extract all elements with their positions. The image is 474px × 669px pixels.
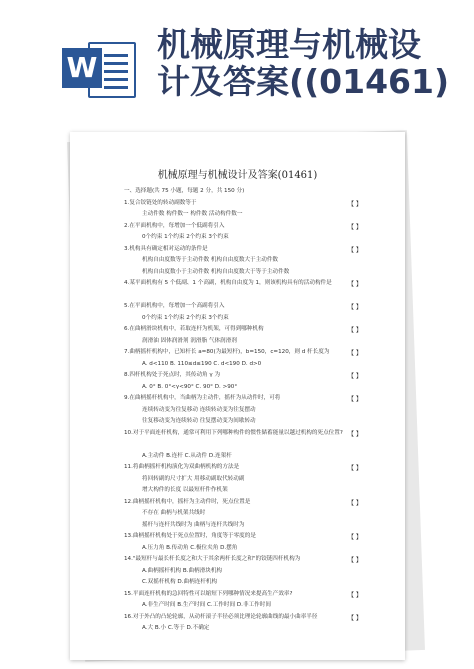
answer-bracket: 【 】 bbox=[348, 534, 362, 541]
question-line: A.主动件 B.连杆 C.从动件 D.连架杆 bbox=[142, 452, 232, 459]
question-line: 增大构件的长度 以最短杆件作机架 bbox=[142, 487, 228, 493]
question-line: 3.机构具有确定相对运动的条件是 bbox=[124, 245, 208, 252]
question-line: A.大 B.小 C.等于 D.不确定 bbox=[142, 625, 210, 631]
answer-bracket: 【 】 bbox=[348, 246, 362, 254]
question-line: 10.对于平面连杆机构，通常可利用下列哪种构件的惯性储蓄能量以越过机构的死点位置? bbox=[124, 429, 343, 436]
question-line: 14."最短杆与最长杆长度之和大于其余两杆长度之和"的铰链四杆机构为 bbox=[124, 556, 301, 562]
question-line: A.压力角 B.传动角 C.极位夹角 D.摆角 bbox=[142, 544, 238, 551]
question-line: 不存在 曲柄与机架共线时 bbox=[142, 510, 206, 516]
answer-bracket: 【 】 bbox=[348, 373, 362, 380]
answer-bracket: 【 】 bbox=[348, 350, 362, 357]
question-line: 润滑油 固体润滑剂 润滑脂 气体润滑剂 bbox=[142, 337, 237, 344]
banner-title-line-2: 计及答案((01461) bbox=[157, 62, 450, 101]
question-line: 8.四杆机构处于死点时，其传动角 γ 为 bbox=[124, 372, 221, 378]
banner-title-line-1: 机械原理与机械设 bbox=[157, 25, 421, 64]
answer-bracket: 【 】 bbox=[348, 499, 362, 507]
question-line: 将回转副的尺寸扩大 用移动副取代转动副 bbox=[142, 475, 245, 482]
question-line: 连续转动变为往复移动 连续转动变为往复摆动 bbox=[142, 406, 256, 413]
question-line: A. 0° B. 0°<γ<90° C. 90° D. >90° bbox=[142, 383, 238, 390]
banner bbox=[0, 0, 474, 130]
question-line: 13.曲柄摇杆机构处于死点位置时，角度等于零度的是 bbox=[124, 533, 256, 539]
question-line: 4.某平面机构有 5 个低副、1 个高副，机构自由度为 1，则该机构具有的活动构件是 bbox=[124, 280, 332, 286]
question-line: 6.在曲柄滑块机构中，若取连杆为机架，可得到哪种机构 bbox=[124, 326, 264, 332]
question-line: 12.曲柄摇杆机构中，摇杆为主动件时，死点位置是 bbox=[124, 498, 251, 505]
question-line: 机构自由度数小于主动件数 机构自由度数大于等于主动件数 bbox=[142, 268, 290, 275]
question-line: 15.平面连杆机构的急回特性可以缩短下列哪种情况来提高生产效率? bbox=[124, 590, 293, 597]
question-line: 11.将曲柄摇杆机构演化为双曲柄机构的方法是 bbox=[124, 464, 240, 470]
document-page bbox=[70, 132, 405, 660]
question-line: A.曲柄摇杆机构 B.曲柄滑块机构 bbox=[142, 567, 223, 574]
question-line: 摇杆与连杆共线时为 曲柄与连杆共线时为 bbox=[142, 521, 245, 528]
answer-bracket: 【 】 bbox=[348, 281, 362, 288]
word-w-badge: W bbox=[62, 48, 102, 88]
question-line: 一、选择题(共 75 小题，每题 2 分，共 150 分) bbox=[124, 188, 245, 194]
question-line: 0个约束 1个约束 2个约束 3个约束 bbox=[142, 234, 229, 240]
question-line: 往复移动变为连续转动 往复摆动变为间歇转动 bbox=[142, 418, 256, 424]
answer-bracket: 【 】 bbox=[348, 557, 362, 564]
document-title: 机械原理与机械设计及答案(01461) bbox=[157, 170, 318, 181]
question-line: 16.对于外凸的凸轮轮廓，从动杆滚子半径必须比理论轮廓曲线的最小曲率半径 bbox=[124, 613, 318, 620]
banner-title bbox=[157, 26, 467, 100]
question-line: A.非生产时间 B.生产时间 C.工作时间 D.非工作时间 bbox=[142, 602, 271, 608]
answer-bracket: 【 】 bbox=[348, 327, 362, 334]
question-line: 2.在平面机构中，每增加一个低副将引入 bbox=[124, 222, 225, 229]
answer-bracket: 【 】 bbox=[348, 591, 362, 599]
word-document-icon bbox=[62, 38, 134, 98]
question-line: 1.复合铰链处的转动副数等于 bbox=[124, 199, 197, 206]
question-line: 5.在平面机构中，每增加一个高副将引入 bbox=[124, 303, 225, 309]
question-line: C.双摇杆机构 D.曲柄连杆机构 bbox=[142, 579, 218, 585]
question-line: 9.在曲柄摇杆机构中，当曲柄为主动件，摇杆为从动件时，可将 bbox=[124, 395, 281, 401]
question-line: 主动件数 构件数一 构件数 活动构件数一 bbox=[142, 211, 243, 217]
answer-bracket: 【 】 bbox=[348, 200, 362, 208]
question-line: 机构自由度数等于主动件数 机构自由度数大于主动件数 bbox=[142, 257, 279, 263]
answer-bracket: 【 】 bbox=[348, 304, 362, 311]
question-line: A. d<110 B. 110≤d≤190 C. d<190 D. d>0 bbox=[142, 360, 262, 367]
answer-bracket: 【 】 bbox=[348, 465, 362, 472]
answer-bracket: 【 】 bbox=[348, 614, 362, 622]
answer-bracket: 【 】 bbox=[348, 396, 362, 403]
answer-bracket: 【 】 bbox=[348, 223, 362, 231]
question-line: 7.曲柄摇杆机构中，已知杆长 a=80(为最短杆)，b=150，c=120，则 d 杆长度为 bbox=[124, 349, 330, 355]
answer-bracket: 【 】 bbox=[348, 430, 362, 438]
question-line: 0个约束 1个约束 2个约束 3个约束 bbox=[142, 314, 229, 321]
